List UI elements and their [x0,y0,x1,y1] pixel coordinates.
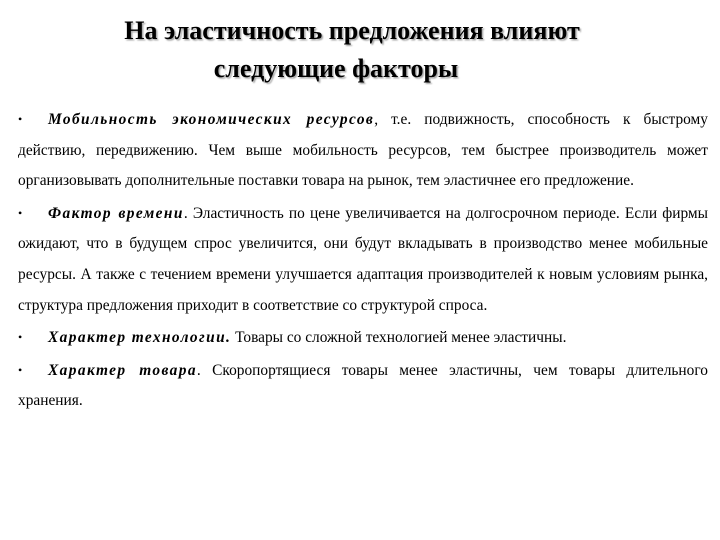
factor-text: . Скоропортящиеся товары менее эластичны, чем товары длительного хранения. [18,361,708,410]
factor-term: Мобильность экономических ресурсов [48,111,375,128]
factor-item-product [18,355,708,417]
factor-text: . Эластичность по цене увеличивается на долгосрочном периоде. Если фирмы ожидают, что в будущем спрос увеличится, они будут вкладывать в производство менее мобильные ресурсы. А также с течением времени улучшается адаптация производителей к новым условиям рынка, структура предложения приходит в соответствие со структурой спроса. [18,204,709,314]
factor-item-time [18,198,708,321]
factor-text: Товары со сложной технологией менее эластичны. [231,329,567,347]
factor-term: Фактор времени [48,204,184,222]
factor-item-mobility [18,104,708,197]
bullet-icon: • [18,205,23,220]
factor-text: , т.е. подвижность, способность к быстрому действию, передвижению. Чем выше мобильность ресурсов, тем быстрее производитель может организовывать дополнительные поставки товара на рынок, тем эластичнее его предложение. [18,111,708,190]
factor-item-technology [18,322,708,354]
bullet-icon: • [18,362,23,377]
factor-term: Характер технологии. [48,329,232,347]
slide-title [40,12,680,88]
factor-term: Характер товара [48,361,197,379]
bullet-icon: • [18,112,23,126]
bullet-icon: • [18,330,23,345]
slide-title-line-2: следующие факторы [213,54,459,83]
slide-title-line-1: На эластичность предложения влияют [124,16,580,45]
factor-list [18,104,708,418]
